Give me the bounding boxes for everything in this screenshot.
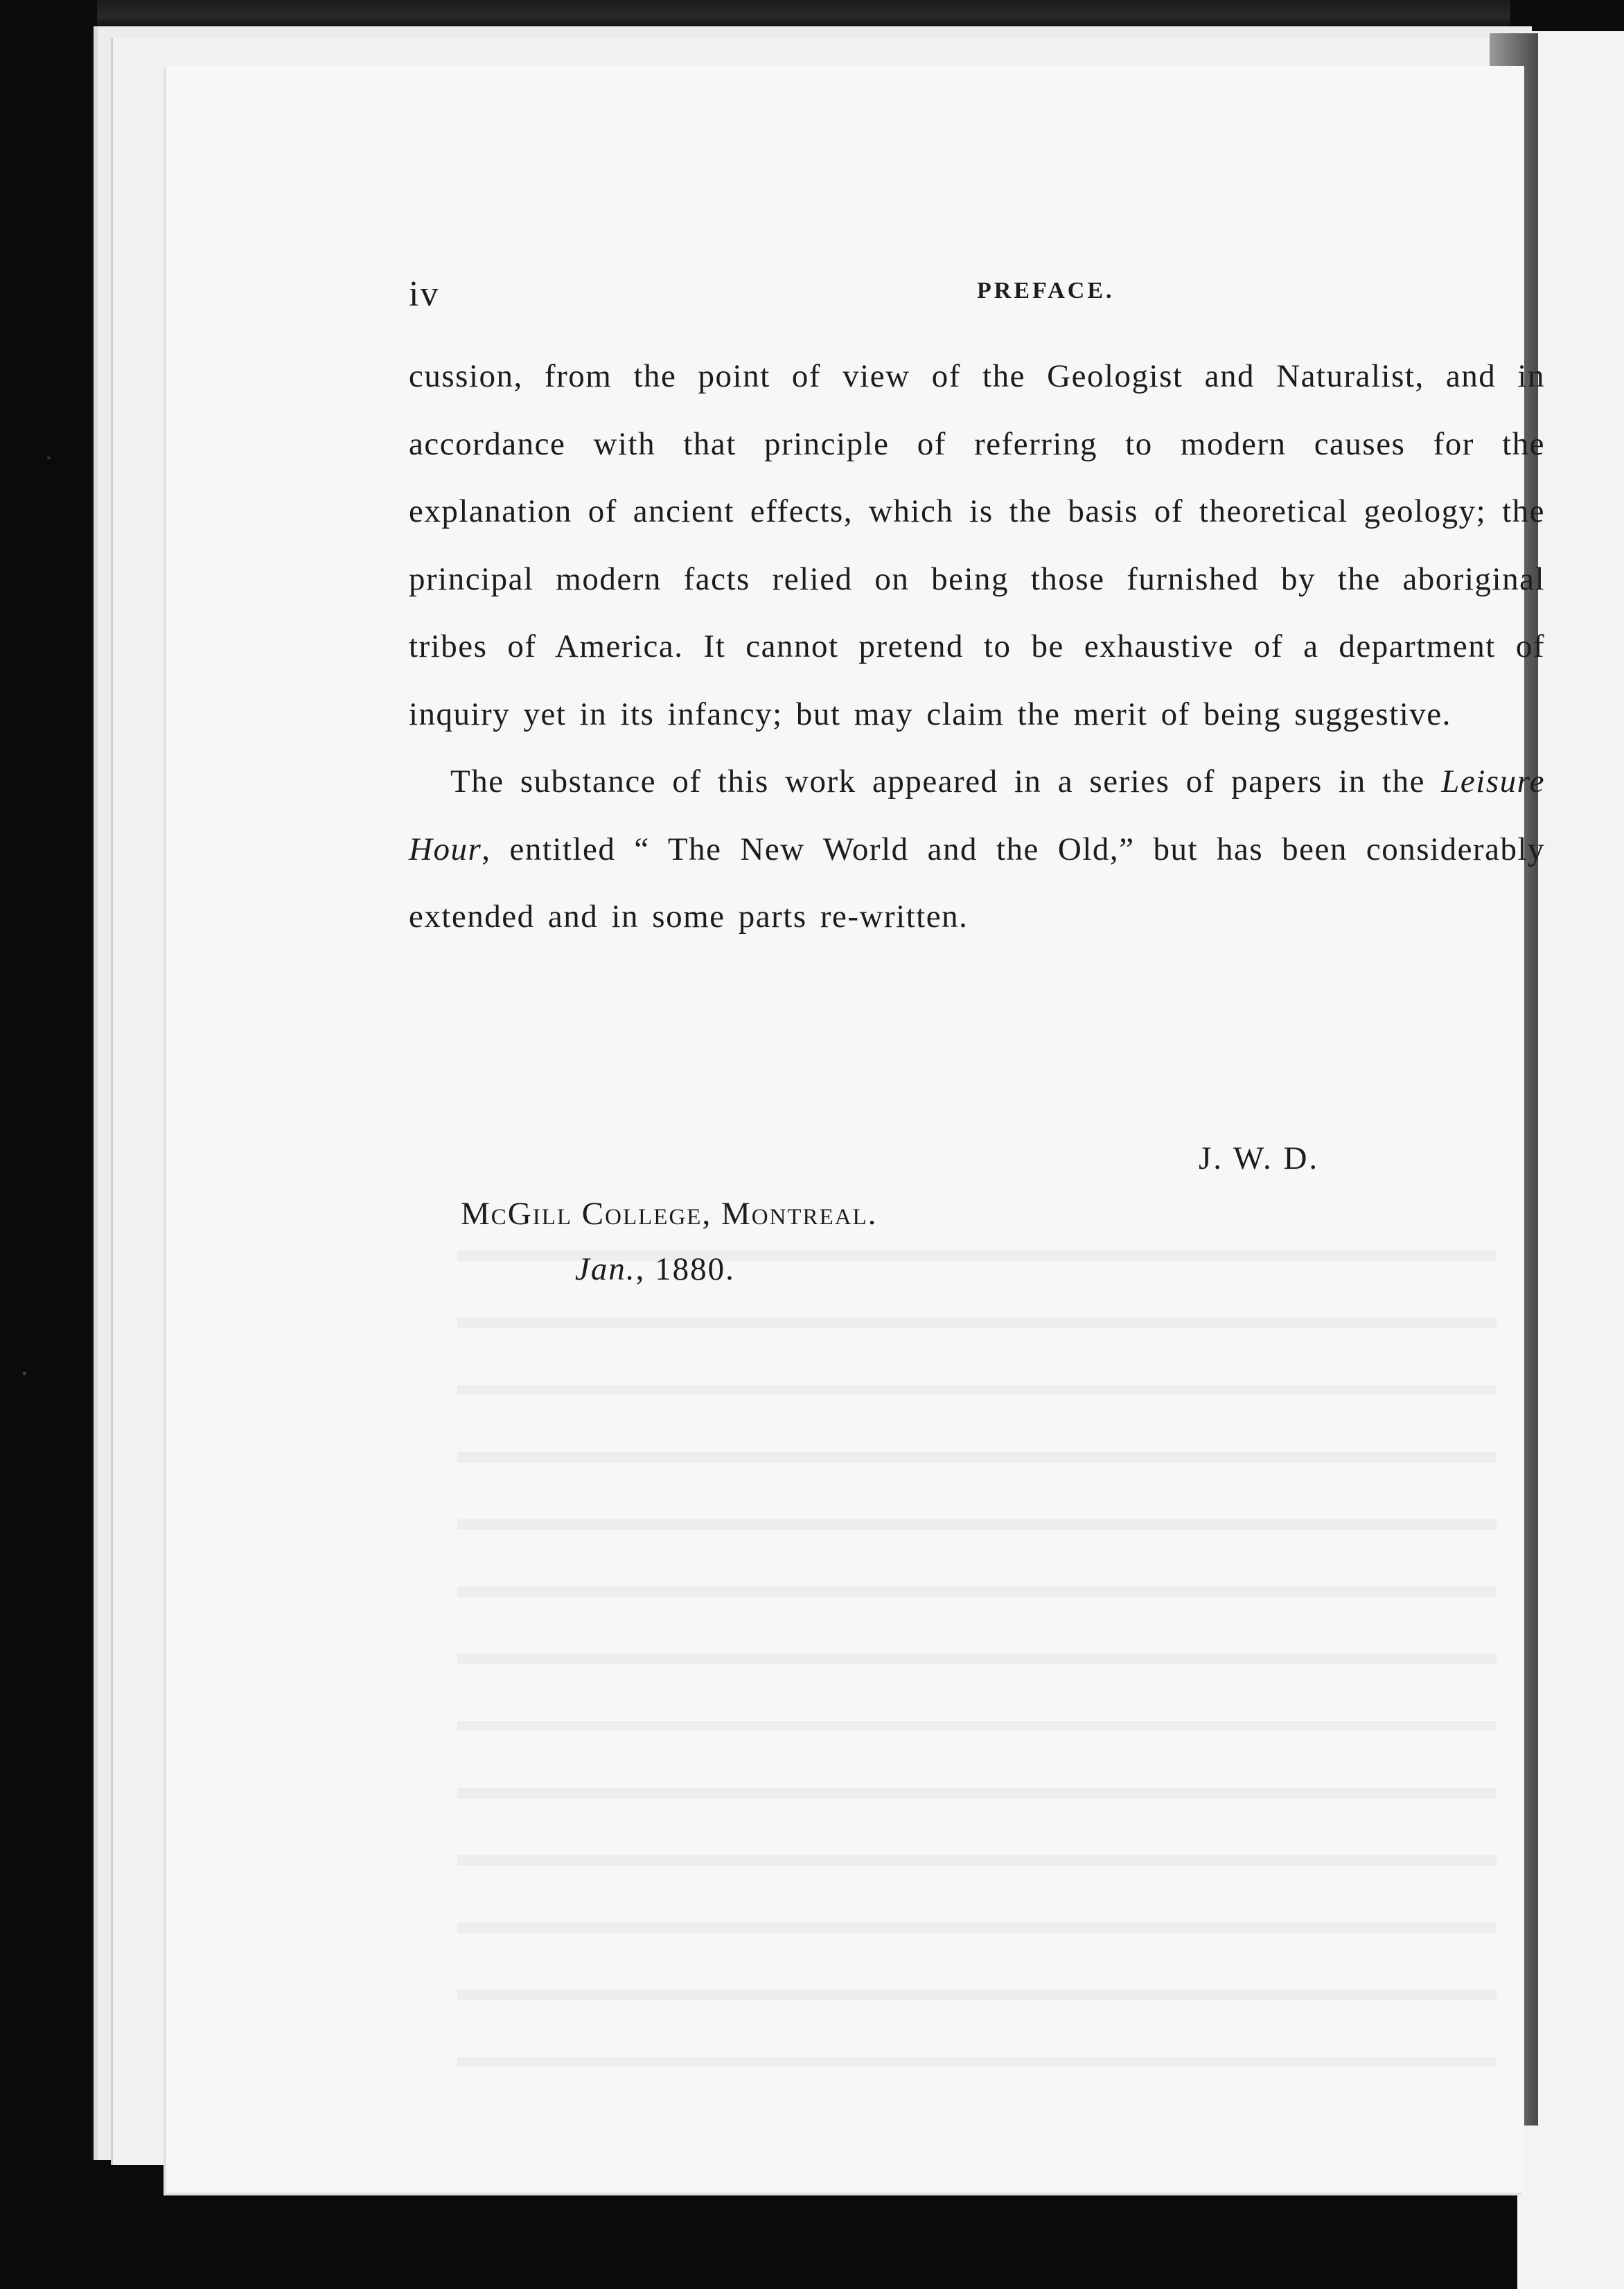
paragraph-2 [409, 748, 1545, 951]
page-number: iv [409, 274, 440, 314]
page-header [409, 274, 1545, 315]
periodical-title: Leisure Hour [409, 763, 1545, 867]
paragraph-2-start: The substance of this work appeared in a series of papers in the [450, 763, 1442, 799]
paragraph-2-end: , entitled “ The New World and the Old,” but has been considerably extended and in some parts re-written. [409, 831, 1545, 935]
paragraph-1: cussion, from the point of view of the Geologist and Naturalist, and in accordance with that principle of referring to modern causes for the explanation of ancient effects, which is the basis of theoretical geology; the principal modern facts relied on being those furnished by the aboriginal tribes of America. It cannot pretend to be exhaustive of a department of inquiry yet in its infancy; but may claim the merit of being suggestive. [409, 358, 1545, 732]
place-line [461, 1195, 877, 1232]
preface-text [409, 343, 1545, 951]
date-month: Jan. [575, 1251, 636, 1287]
date-line [575, 1250, 735, 1288]
running-head: PREFACE. [977, 278, 1115, 303]
author-initials: J. W. D. [1199, 1140, 1320, 1176]
date-year: , 1880. [635, 1251, 735, 1287]
book-page [166, 66, 1545, 2193]
bleed-through-text [457, 1209, 1497, 2110]
book-binding-edge [97, 0, 1510, 28]
place-text: McGill College, Montreal. [461, 1196, 878, 1232]
